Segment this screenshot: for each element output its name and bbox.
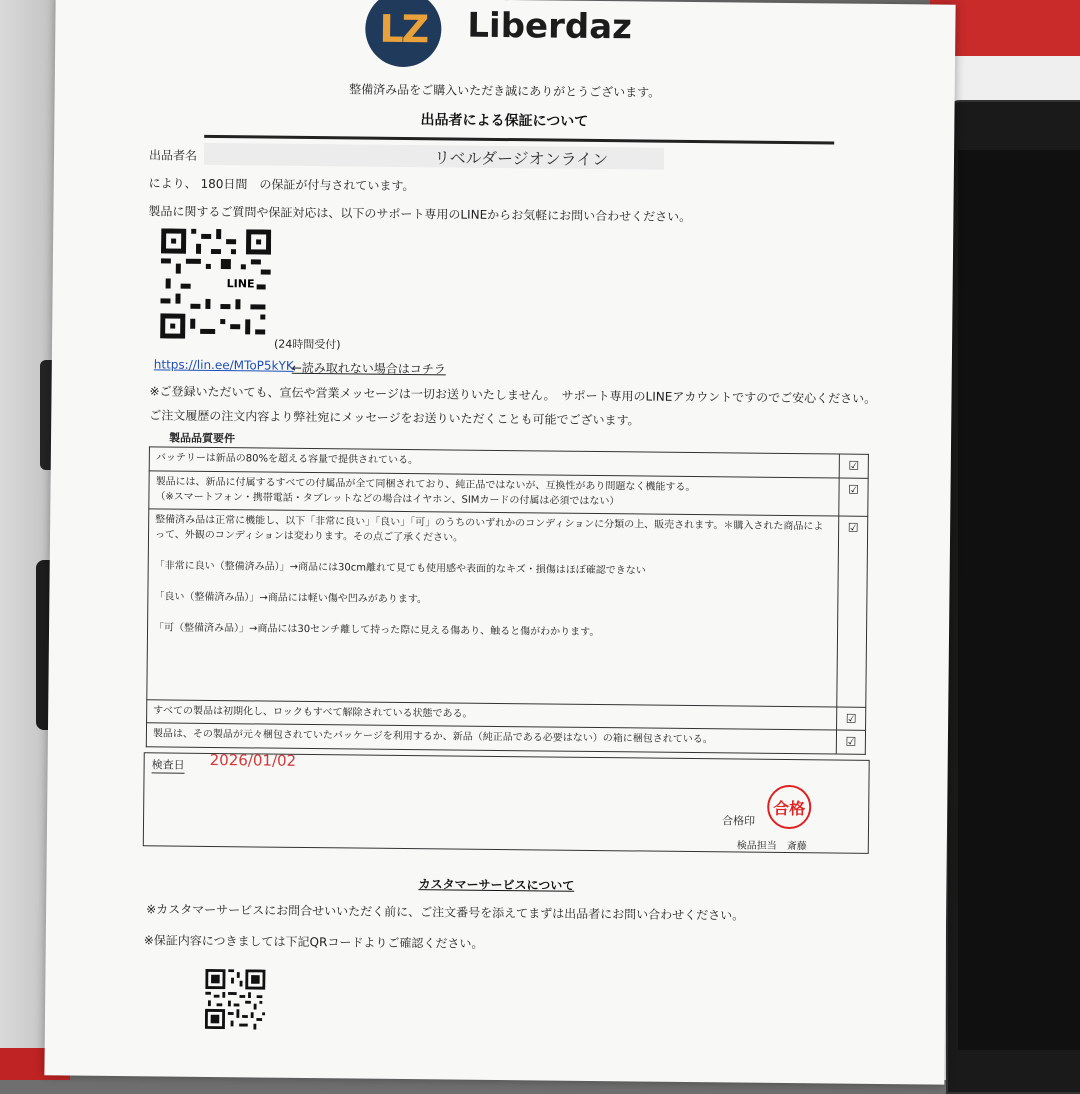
requirement-text: 製品には、新品に付属するすべての付属品が全て同梱されており、純正品ではないが、互換性があり問題なく機能する。 （※スマートフォン・携帯電話・タブレットなどの場合はイヤホン、SIMカードの付属は必須ではない） bbox=[149, 470, 839, 515]
warranty-qr-note: ※保証内容につきましては下記QRコードよりご確認ください。 bbox=[143, 933, 484, 951]
table-row bbox=[147, 508, 868, 707]
requirement-text: バッテリーは新品の80%を超える容量で提供されている。 bbox=[149, 447, 839, 478]
thanks-message: 整備済み品をご購入いただき誠にありがとうございます。 bbox=[349, 82, 661, 100]
requirement-text: 製品は、その製品が元々梱包されていたパッケージを利用するか、新品（純正品である必要はない）の箱に梱包されている。 bbox=[146, 723, 836, 754]
requirements-title: 製品品質要件 bbox=[168, 431, 236, 446]
requirement-text: すべての製品は初期化し、ロックもすべて解除されている状態である。 bbox=[147, 699, 837, 730]
seller-label: 出品者名 bbox=[148, 148, 198, 163]
pass-stamp-label: 合格印 bbox=[722, 814, 756, 828]
warranty-period-line: により、 180日間 の保証が付与されています。 bbox=[148, 176, 415, 194]
warranty-qr-code[interactable] bbox=[205, 969, 266, 1030]
checkbox-checked-icon: ☑ bbox=[839, 478, 868, 516]
support-hours: (24時間受付) bbox=[273, 337, 341, 352]
checkbox-checked-icon: ☑ bbox=[839, 454, 868, 478]
requirement-text: 整備済み品は正常に機能し、以下「非常に良い」「良い」「可」のうちのいずれかのコンディションに分類の上、販売されます。＊購入された商品によって、外観のコンディションは変わります。その点ご了承ください。 「非常に良い（整備済み品）」→商品には30cm離れて見ても使用感や表面的なキズ・損傷はほぼ確認できない 「良い（整備済み品）」→商品には軽い傷や凹みがあります。 「可（整備済み品）」→商品には30センチ離して持った際に見える傷あり、触ると傷がわかります。 bbox=[147, 508, 839, 706]
checkbox-checked-icon: ☑ bbox=[837, 516, 868, 707]
logo-mark-text: LZ bbox=[379, 6, 428, 52]
order-history-note: ご注文履歴の注文内容より弊社宛にメッセージをお送りいただくことも可能でございます。 bbox=[149, 408, 640, 428]
line-url-note: ←読み取れない場合はコチラ bbox=[291, 360, 446, 377]
pass-stamp: 合格 bbox=[767, 785, 811, 829]
inspection-date-label: 検査日 bbox=[151, 758, 185, 772]
customer-service-heading: カスタマーサービスについて bbox=[418, 877, 575, 893]
seller-name: リベルダージオンライン bbox=[433, 148, 609, 170]
checkbox-checked-icon: ☑ bbox=[836, 730, 865, 754]
line-qr-label: LINE bbox=[226, 277, 255, 291]
line-url-link[interactable]: https://lin.ee/MToP5kYK bbox=[153, 357, 294, 373]
support-line: 製品に関するご質問や保証対応は、以下のサポート専用のLINEからお気軽にお問い合わせください。 bbox=[148, 204, 692, 224]
requirements-table bbox=[146, 446, 869, 754]
inspector-name: 検品担当 斎藤 bbox=[736, 840, 807, 853]
customer-service-note: ※カスタマーサービスにお問合せいいただく前に、ご注文番号を添えてまずは出品者にお問い合わせください。 bbox=[146, 902, 745, 923]
no-advertising-note: ※ご登録いただいても、宣伝や営業メッセージは一切お送りいたしません。 サポート専用のLINEアカウントですのでご安心ください。 bbox=[149, 384, 877, 406]
document-title: 出品者による保証について bbox=[420, 112, 589, 130]
inspection-date: 2026/01/02 bbox=[209, 750, 297, 770]
brand-name: Liberdaz bbox=[467, 5, 633, 48]
background-device-screen bbox=[958, 150, 1080, 1050]
brand-logo bbox=[365, 0, 442, 67]
warranty-document bbox=[44, 0, 955, 1085]
checkbox-checked-icon: ☑ bbox=[837, 707, 866, 731]
